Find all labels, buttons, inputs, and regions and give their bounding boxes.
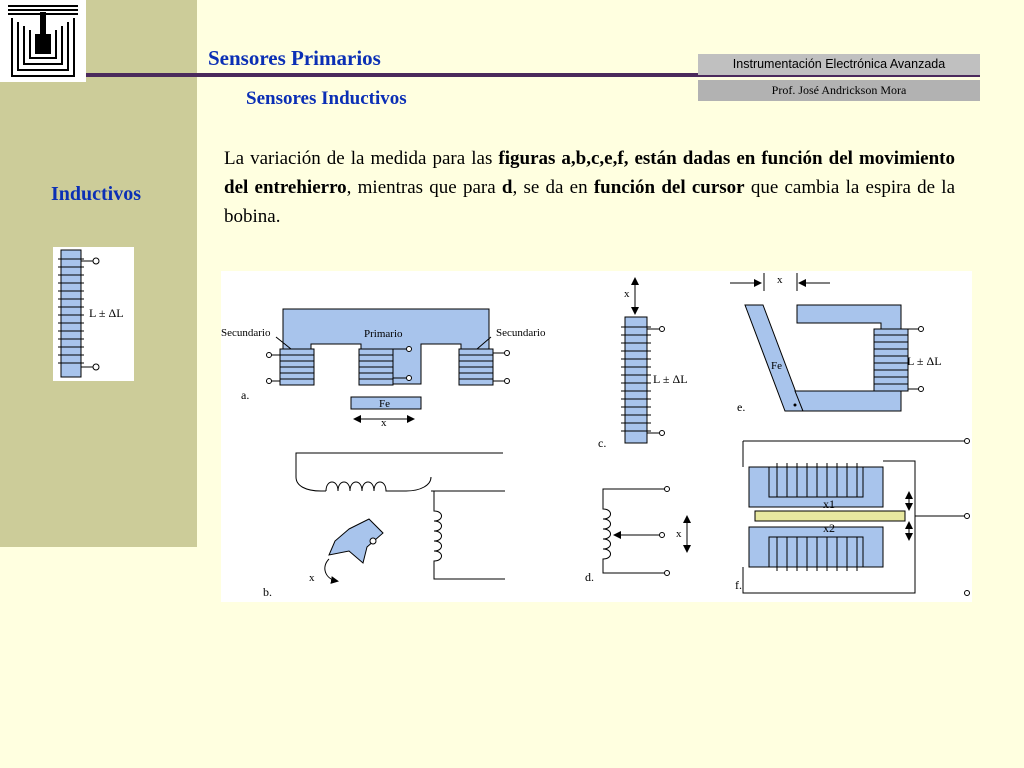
professor-name-badge: Prof. José Andrickson Mora [698, 80, 980, 101]
figure-a-secondary-right-label: Secundario [496, 327, 546, 339]
figure-d-slider-inductor [585, 487, 687, 585]
figure-d-x-label: x [676, 528, 682, 540]
figure-f-caption: f. [735, 578, 742, 592]
paragraph-bold-2: d [501, 177, 513, 198]
sidebar-inductance-label: L ± ΔL [89, 306, 124, 320]
page-subtitle: Sensores Inductivos [246, 88, 407, 109]
page-title: Sensores Primarios [208, 46, 381, 70]
figure-a-secondary-left-label: Secundario [221, 327, 271, 339]
figure-d-caption: d. [585, 570, 594, 584]
paragraph-text-4: que cambia la espira de la bobina. [224, 177, 956, 227]
figure-c-inductance-label: L ± ΔL [653, 372, 688, 386]
figure-f-x2-label: x2 [823, 521, 835, 535]
course-name-badge: Instrumentación Electrónica Avanzada [698, 54, 980, 75]
figure-e-caption: e. [737, 400, 746, 414]
figure-a-fe-label: Fe [379, 398, 390, 410]
paragraph-bold-1: figuras a,b,c,e,f, están dadas en función del movimiento del entrehierro [224, 148, 955, 198]
figure-c-x-label: x [624, 288, 630, 300]
description-paragraph [224, 144, 955, 231]
figure-c-core-inductor [598, 279, 688, 450]
figure-f-x1-label: x1 [823, 497, 835, 511]
paragraph-text-3: , se da en [512, 177, 594, 198]
paragraph-text-2: , mientras que para [346, 177, 502, 198]
figure-a-caption: a. [241, 388, 250, 402]
figure-b-x-label: x [309, 572, 315, 584]
figure-e-fe-label: Fe [771, 360, 782, 372]
figure-b-caption: b. [263, 585, 272, 599]
figure-a-primary-label: Primario [364, 328, 403, 340]
sidebar-label: Inductivos [50, 183, 142, 205]
paragraph-bold-3: función del cursor [593, 177, 745, 198]
inductive-sensors-diagram [221, 271, 972, 602]
figure-e-x-label: x [777, 274, 783, 286]
sidebar-inductor-figure [53, 247, 134, 381]
figure-f-differential-sensor [735, 439, 970, 596]
figure-e-angled-core [730, 273, 942, 414]
paragraph-text-1: La variación de la medida para las [224, 148, 499, 169]
figure-b-rotary-sensor [263, 453, 505, 599]
institution-logo [0, 0, 86, 82]
figure-c-caption: c. [598, 436, 607, 450]
figure-a-x-label: x [381, 417, 387, 429]
figure-e-inductance-label: L ± ΔL [907, 354, 942, 368]
figure-a-transformer [221, 309, 546, 429]
